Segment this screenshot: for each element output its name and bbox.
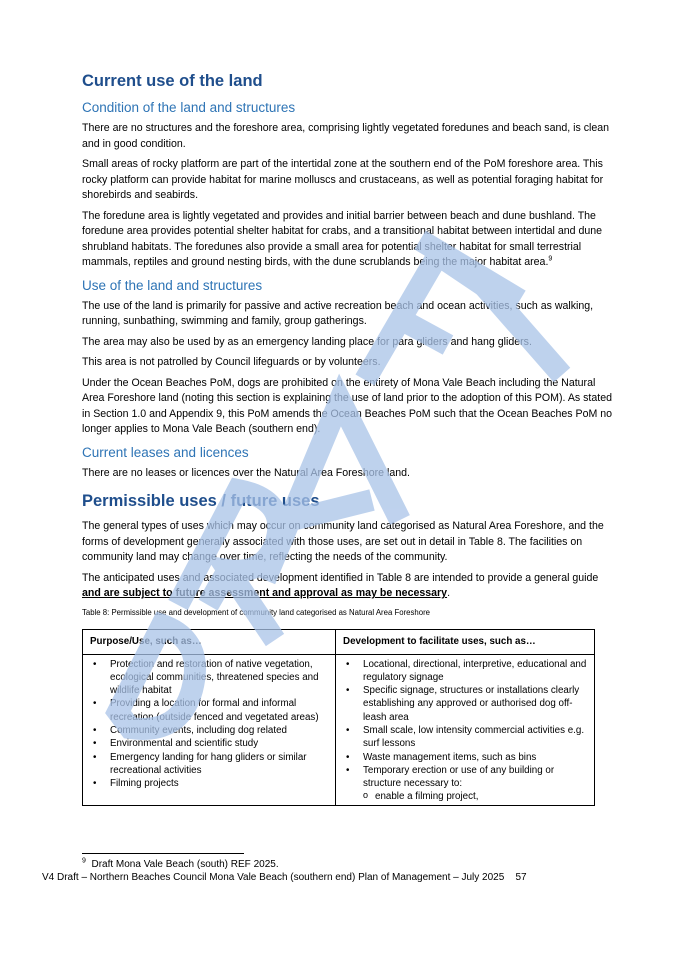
header-purpose-use: Purpose/Use, such as… [83,629,336,654]
list-item: • Providing a location for formal and informal recreation (outside fenced and vegetated areas) [110,697,329,724]
list-item: • Protection and restoration of native vegetation, ecological communities, threatened species and wildlife habitat [110,658,329,698]
condition-paragraph-1: There are no structures and the foreshore area, comprising lightly vegetated foredunes and beach sand, is clean and in good condition. [82,122,610,150]
page-footer [42,872,527,883]
heading-use: Use of the land and structures [82,277,263,293]
use-paragraph-3: This area is not patrolled by Council lifeguards or by volunteers. [82,356,381,368]
footer-text: V4 Draft – Northern Beaches Council Mona Vale Beach (southern end) Plan of Management – July 2025 [42,872,505,883]
list-item: • Small scale, low intensity commercial activities e.g. surf lessons [363,724,588,751]
permissible-paragraph-1: The general types of uses which may occur on community land categorised as Natural Area Foreshore, and the forms of development generally associated with those uses, are set out in detail in Table 8. The facilities on community land may change over time, reflecting the needs of the community. [82,520,604,563]
footnote-separator [82,853,244,854]
use-paragraph-4: Under the Ocean Beaches PoM, dogs are prohibited on the entirety of Mona Vale Beach including the Natural Area Foreshore land (noting this section is explaining the use of land prior to the adoption of this POM). As stated in Section 1.0 and Appendix 9, this PoM amends the Ocean Beaches PoM such that the Ocean Beaches PoM no longer applies to Mona Vale Beach (southern end). [82,376,613,435]
heading-current-use: Current use of the land [82,72,263,90]
permissible-paragraph-2-text: The anticipated uses and associated development identified in Table 8 are intended to provide a general guide [82,571,599,584]
list-item: • Waste management items, such as bins [363,751,588,764]
list-item-text: Temporary erection or use of any building or structure necessary to: [363,764,555,790]
condition-paragraph-3 [82,209,614,271]
development-cell [336,654,595,806]
use-paragraph-1: The use of the land is primarily for passive and active recreation beach and ocean activities, such as walking, running, sunbathing, swimming and family, group gatherings. [82,299,594,327]
header-development: Development to facilitate uses, such as… [336,629,595,654]
heading-condition: Condition of the land and structures [82,100,296,115]
list-item: • Specific signage, structures or installations clearly establishing any approved or authorised dog off-leash area [363,684,588,724]
list-item: • Locational, directional, interpretive, educational and regulatory signage [363,658,588,685]
condition-paragraph-3-text: The foredune area is lightly vegetated and provides and initial barrier between beach and dune bushland. The foredune area provides potential shelter habitat for crabs, and a transitional habitat between intertidal and dune shrubland habitats. The foredunes also provide a small area for potential shelter habitat for small terrestrial mammals, reptiles and ground nesting birds, with the dune scrublands being the major habitat area. [82,209,603,268]
list-item [363,764,588,804]
permissible-paragraph-2-end: . [447,587,451,599]
development-sublist [363,790,588,803]
footnote-text: Draft Mona Vale Beach (south) REF 2025. [91,859,279,870]
page-content [82,70,614,806]
permissible-paragraph-2-emphasis: and are subject to future assessment and approval as may be necessary [82,587,448,599]
table-row [83,654,595,806]
list-item: • Environmental and scientific study [110,737,329,750]
permissible-uses-table [82,629,595,807]
list-item: • Emergency landing for hang gliders or similar recreational activities [110,751,329,778]
sublist-item: o enable a filming project, [375,790,588,803]
leases-paragraph: There are no leases or licences over the Natural Area Foreshore land. [82,466,410,479]
list-item: • Community events, including dog related [110,724,329,737]
footnote-number: 9 [82,857,86,865]
footnote [82,859,279,870]
heading-leases: Current leases and licences [82,444,249,460]
footnote-reference[interactable]: 9 [548,255,553,263]
purpose-use-list [89,658,329,791]
heading-permissible-uses: Permissible uses / future uses [82,492,320,510]
condition-paragraph-2: Small areas of rocky platform are part of the intertidal zone at the southern end of the PoM foreshore area. This rocky platform can provide habitat for marine molluscs and crustaceans, as well as potential foraging habitat for shorebirds and seabirds. [82,158,604,201]
use-paragraph-2: The area may also be used by as an emergency landing place for para gliders and hang gliders. [82,335,532,348]
permissible-paragraph-2 [82,571,614,602]
purpose-use-cell [83,654,336,806]
table-header-row [83,629,595,654]
list-item: • Filming projects [110,777,329,790]
page-number: 57 [515,872,527,883]
development-list [342,658,588,804]
table-caption: Table 8: Permissible use and development of community land categorised as Natural Area Foreshore [82,607,431,617]
